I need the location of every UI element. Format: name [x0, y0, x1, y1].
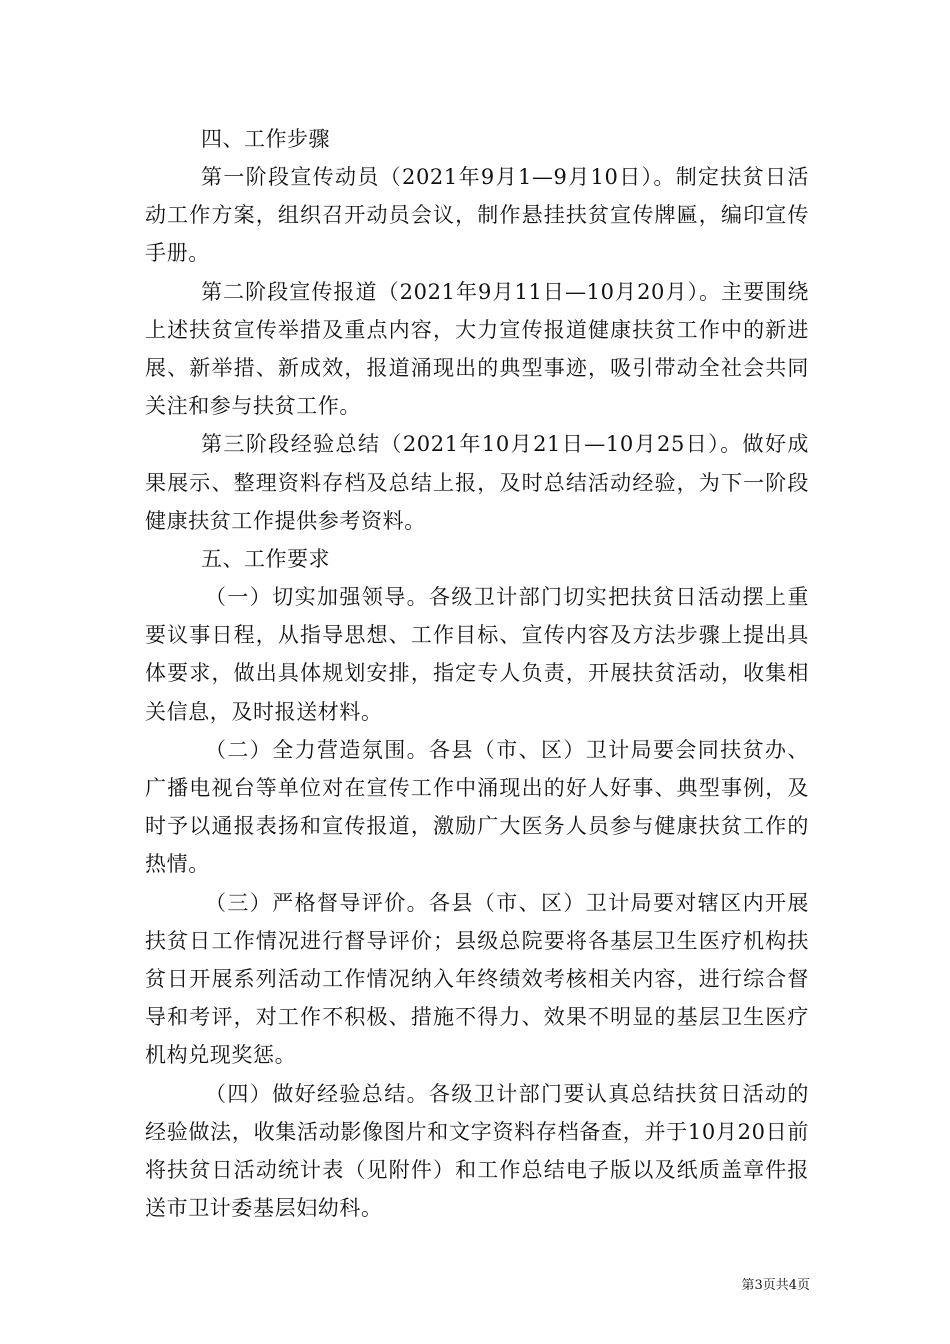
document-body: [145, 120, 809, 1227]
paragraph-stage-two: 第二阶段宣传报道（2021年9月11日—10月20月）。主要围绕上述扶贫宣传举措及重点内容，大力宣传报道健康扶贫工作中的新进展、新举措、新成效，报道涌现出的典型事迹，吸引带动全社会共同关注和参与扶贫工作。: [145, 279, 809, 419]
section-heading-work-requirements: 五、工作要求: [201, 547, 330, 572]
page-number: 第3页共4页: [741, 1278, 810, 1293]
paragraph-requirement-four: （四）做好经验总结。各级卫计部门要认真总结扶贫日活动的经验做法，收集活动影像图片和文字资料存档备查，并于10月20日前将扶贫日活动统计表（见附件）和工作总结电子版以及纸质盖章件报送市卫计委基层妇幼科。: [145, 1081, 809, 1221]
section-heading-work-steps: 四、工作步骤: [201, 127, 330, 151]
paragraph-requirement-two: （二）全力营造氛围。各县（市、区）卫计局要会同扶贫办、广播电视台等单位对在宣传工作中涌现出的好人好事、典型事例，及时予以通报表扬和宣传报道，激励广大医务人员参与健康扶贫工作的热情。: [145, 737, 809, 877]
paragraph-stage-one: 第一阶段宣传动员（2021年9月1—9月10日）。制定扶贫日活动工作方案，组织召开动员会议，制作悬挂扶贫宣传牌匾，编印宣传手册。: [145, 165, 809, 266]
paragraph-requirement-three: （三）严格督导评价。各县（市、区）卫计局要对辖区内开展扶贫日工作情况进行督导评价；县级总院要将各基层卫生医疗机构扶贫日开展系列活动工作情况纳入年终绩效考核相关内容，进行综合督导和考评，对工作不积极、措施不得力、效果不明显的基层卫生医疗机构兑现奖惩。: [145, 890, 809, 1068]
paragraph-stage-three: 第三阶段经验总结（2021年10月21日—10月25日）。做好成果展示、整理资料存档及总结上报，及时总结活动经验，为下一阶段健康扶贫工作提供参考资料。: [145, 432, 809, 533]
paragraph-requirement-one: （一）切实加强领导。各级卫计部门切实把扶贫日活动摆上重要议事日程，从指导思想、工作目标、宣传内容及方法步骤上提出具体要求，做出具体规划安排，指定专人负责，开展扶贫活动，收集相关信息，及时报送材料。: [145, 585, 809, 724]
